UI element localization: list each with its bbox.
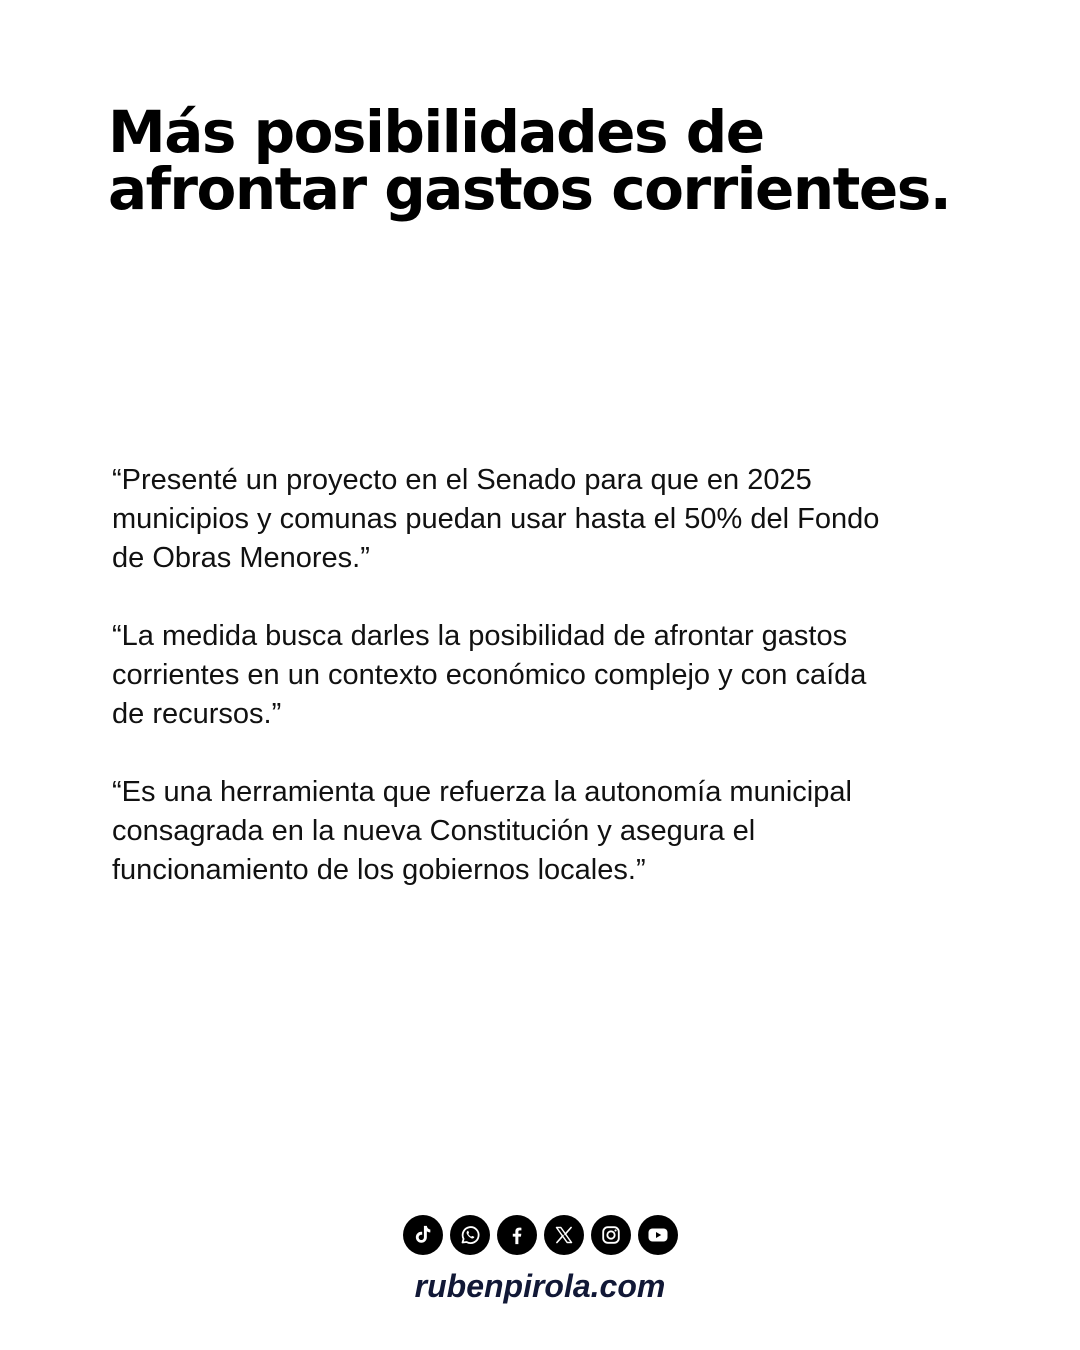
social-links: [0, 1215, 1080, 1255]
quote-line: de recursos.”: [112, 698, 282, 730]
tiktok-icon[interactable]: [403, 1215, 443, 1255]
quote-paragraph: [112, 773, 992, 890]
quote-line: municipios y comunas puedan usar hasta el 50% del Fondo: [112, 503, 880, 535]
quote-line: “Presenté un proyecto en el Senado para que en 2025: [112, 464, 812, 496]
whatsapp-icon[interactable]: [450, 1215, 490, 1255]
quote-line: de Obras Menores.”: [112, 542, 370, 574]
quotes-section: [112, 461, 992, 929]
title-line: Más posibilidades de: [108, 98, 764, 166]
title-line: afrontar gastos corrientes.: [108, 155, 951, 223]
quote-line: consagrada en la nueva Constitución y asegura el: [112, 815, 756, 847]
quote-line: “La medida busca darles la posibilidad de afrontar gastos: [112, 620, 848, 652]
x-icon[interactable]: [544, 1215, 584, 1255]
quote-line: “Es una herramienta que refuerza la autonomía municipal: [112, 776, 852, 808]
youtube-icon[interactable]: [638, 1215, 678, 1255]
quote-line: funcionamiento de los gobiernos locales.”: [112, 854, 646, 886]
page-title: [108, 98, 988, 223]
quote-paragraph: [112, 461, 992, 578]
instagram-icon[interactable]: [591, 1215, 631, 1255]
quote-paragraph: [112, 617, 992, 734]
website-link[interactable]: rubenpirola.com: [414, 1268, 666, 1304]
facebook-icon[interactable]: [497, 1215, 537, 1255]
quote-line: corrientes en un contexto económico complejo y con caída: [112, 659, 867, 691]
